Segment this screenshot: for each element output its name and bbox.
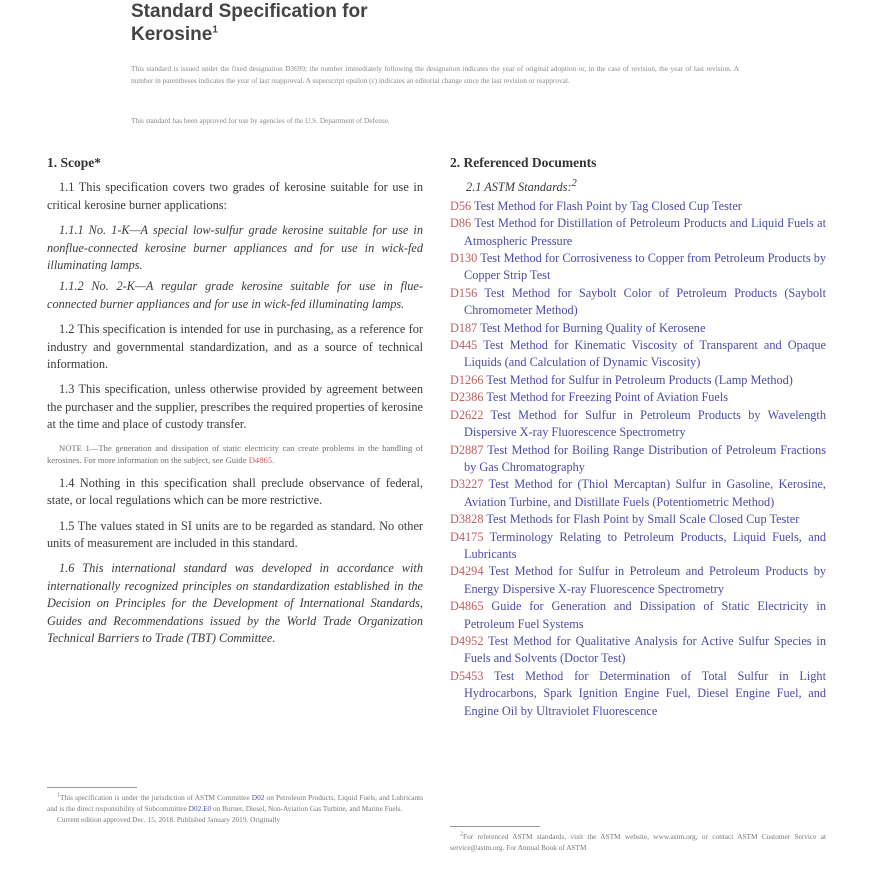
- ref-item: [450, 320, 826, 337]
- referenced-documents-section: [450, 154, 826, 720]
- title-line-2: Kerosine$^1$: [131, 24, 218, 45]
- para-1-2: 1.2 This specification is intended for use in purchasing, as a reference for industry and governmental standardization, and as a source of technical information.: [47, 322, 423, 372]
- dod-note: This standard has been approved for use by agencies of the U.S. Department of Defense.: [131, 116, 390, 125]
- ref-title-link[interactable]: Test Method for Determination of Total Sulfur in Light Hydrocarbons, Spark Ignition Engine Fuel, Diesel Engine Fuel, and Engine Oil by Ultraviolet Fluorescence: [464, 668, 826, 718]
- ref-title-link[interactable]: Test Method for Distillation of Petroleum Products and Liquid Fuels at Atmospheric Pressure: [464, 216, 826, 248]
- title-footnote-mark: 1: [212, 24, 218, 36]
- para-1-5: 1.5 The values stated in SI units are to be regarded as standard. No other units of measurement are included in this standard.: [47, 518, 423, 550]
- para-1-1-2: 1.1.2 No. 2-K—A regular grade kerosine suitable for use in flue-connected burner appliances and for use in wick-fed illuminating lamps.: [47, 279, 423, 311]
- ref-code-link[interactable]: D3828: [450, 512, 484, 527]
- ref-item: [450, 250, 826, 285]
- ref-code-link[interactable]: D2887: [450, 442, 484, 457]
- refs-heading: 2. Referenced Documents: [450, 155, 597, 170]
- ref-code-link[interactable]: D445: [450, 338, 478, 353]
- ref-title-link[interactable]: Test Method for Freezing Point of Aviation Fuels: [486, 390, 729, 405]
- ref-title-link[interactable]: Test Method for Saybolt Color of Petroleum Products (Saybolt Chromometer Method): [464, 285, 826, 318]
- ref-title-link[interactable]: Test Method for (Thiol Mercaptan) Sulfur in Gasoline, Kerosine, Aviation Turbine, and Distillate Fuels (Potentiometric Method): [464, 477, 826, 509]
- ref-code-link[interactable]: D4952: [450, 633, 484, 648]
- ref-item: [450, 442, 826, 477]
- ref-title-link[interactable]: Test Method for Sulfur in Petroleum Products (Lamp Method): [486, 372, 793, 387]
- ref-code-link[interactable]: D156: [450, 285, 478, 300]
- footnote-rule-left: [47, 787, 137, 788]
- ref-title-link[interactable]: Test Method for Burning Quality of Kerosene: [480, 320, 706, 335]
- note-1-ref-link[interactable]: D4865: [248, 454, 273, 465]
- fn1-subcommittee-link[interactable]: D02.E0: [188, 803, 212, 813]
- ref-list: [450, 198, 826, 720]
- ref-item: [450, 198, 826, 215]
- refs-sub-heading: 2.1 ASTM Standards:$^2$: [466, 178, 577, 195]
- ref-title-link[interactable]: Test Method for Qualitative Analysis for Active Sulfur Species in Fuels and Solvents (Doctor Test): [464, 633, 827, 666]
- para-1-4: 1.4 Nothing in this specification shall preclude observance of federal, state, or local regulations which can be more restrictive.: [47, 475, 423, 508]
- ref-title-link[interactable]: Terminology Relating to Petroleum Products, Liquid Fuels, and Lubricants: [464, 529, 826, 561]
- ref-code-link[interactable]: D130: [450, 251, 478, 266]
- ref-code-link[interactable]: D187: [450, 320, 478, 335]
- ref-item: [450, 563, 826, 598]
- ref-item: [450, 633, 826, 668]
- ref-title-link[interactable]: Test Method for Flash Point by Tag Closed Cup Tester: [474, 198, 742, 213]
- ref-item: [450, 285, 826, 320]
- ref-title-link[interactable]: Test Method for Boiling Range Distribution of Petroleum Fractions by Gas Chromatography: [464, 442, 826, 474]
- ref-item: [450, 668, 826, 720]
- ref-code-link[interactable]: D56: [450, 198, 472, 213]
- ref-code-link[interactable]: D4865: [450, 599, 484, 614]
- ref-item: [450, 215, 826, 250]
- note-1: NOTE 1—The generation and dissipation of static electricity can create problems in the handling of kerosines. For more information on the subject, see Guide D4865.: [47, 442, 423, 465]
- ref-code-link[interactable]: D3227: [450, 477, 484, 492]
- ref-code-link[interactable]: D86: [450, 216, 472, 231]
- para-1-1-1: 1.1.1 No. 1-K—A special low-sulfur grade kerosine suitable for use in nonflue-connected kerosine burner appliances and for use in wick-fed illuminating lamps.: [47, 223, 423, 273]
- ref-title-link[interactable]: Test Method for Corrosiveness to Copper from Petroleum Products by Copper Strip Test: [464, 251, 826, 283]
- ref-item: [450, 529, 826, 564]
- ref-title-link[interactable]: Guide for Generation and Dissipation of Static Electricity in Petroleum Fuel Systems: [464, 599, 826, 631]
- ref-title-link[interactable]: Test Methods for Flash Point by Small Scale Closed Cup Tester: [486, 512, 800, 527]
- title-line-1: Standard Specification for: [131, 1, 368, 22]
- ref-title-link[interactable]: Test Method for Sulfur in Petroleum and Petroleum Products by Energy Dispersive X-ray Fluorescence Spectrometry: [464, 564, 826, 596]
- ref-code-link[interactable]: D1266: [450, 372, 484, 387]
- scope-heading: 1. Scope*: [47, 155, 101, 170]
- ref-item: [450, 389, 826, 406]
- ref-item: [450, 476, 826, 511]
- ref-item: [450, 337, 826, 372]
- ref-code-link[interactable]: D4294: [450, 564, 484, 579]
- footnote-1: $^1$This specification is under the jurisdiction of ASTM Committee D02 on Petroleum Products, Liquid Fuels, and Lubricants and is the direct responsibility of Subcommittee D02.E0 on Burner, Diesel, Non-Aviation Gas Turbine, and Marine Fuels. Current edition approved Dec. 15, 2018. Published January 2019. Originally: [47, 792, 424, 824]
- ref-title-link[interactable]: Test Method for Kinematic Viscosity of Transparent and Opaque Liquids (and Calculation of Dynamic Viscosity): [464, 338, 826, 370]
- ref-code-link[interactable]: D2622: [450, 407, 484, 422]
- ref-item: [450, 511, 826, 528]
- para-1-6: 1.6 This international standard was developed in accordance with internationally recognized principles on standardization established in the Decision on Principles for the Development of International Standards, Guides and Recommendations issued by the World Trade Organization Technical Barriers to Trade (TBT) Committee.: [47, 561, 423, 645]
- designation-note: This standard is issued under the fixed designation D3699; the number immediately following the designation indicates the year of original adoption or, in the case of revision, the year of last revision. A number in parentheses indicates the year of last reapproval. A superscript epsilon (ε) indicates an editorial change since the last revision or reapproval.: [131, 64, 739, 85]
- footnote-rule-right: [450, 826, 540, 827]
- para-1-3: 1.3 This specification, unless otherwise provided by agreement between the purchaser and the supplier, prescribes the required properties of kerosine at the time and place of custody transfer.: [47, 382, 423, 432]
- document-title: [131, 0, 367, 46]
- ref-code-link[interactable]: D5453: [450, 668, 484, 683]
- ref-item: [450, 598, 826, 633]
- ref-item: [450, 407, 826, 442]
- ref-code-link[interactable]: D2386: [450, 390, 484, 405]
- ref-code-link[interactable]: D4175: [450, 529, 484, 544]
- ref-item: [450, 372, 826, 389]
- footnote-2: $^2$For referenced ASTM standards, visit the ASTM website, www.astm.org, or contact ASTM Customer Service at service@astm.org. For Annual Book of ASTM: [450, 831, 826, 852]
- ref-title-link[interactable]: Test Method for Sulfur in Petroleum Products by Wavelength Dispersive X-ray Fluorescence Spectrometry: [464, 407, 827, 440]
- para-1-1: 1.1 This specification covers two grades of kerosine suitable for use in critical kerosine burner applications:: [47, 180, 423, 212]
- scope-section: [47, 154, 423, 655]
- fn1-committee-link[interactable]: D02: [251, 793, 265, 802]
